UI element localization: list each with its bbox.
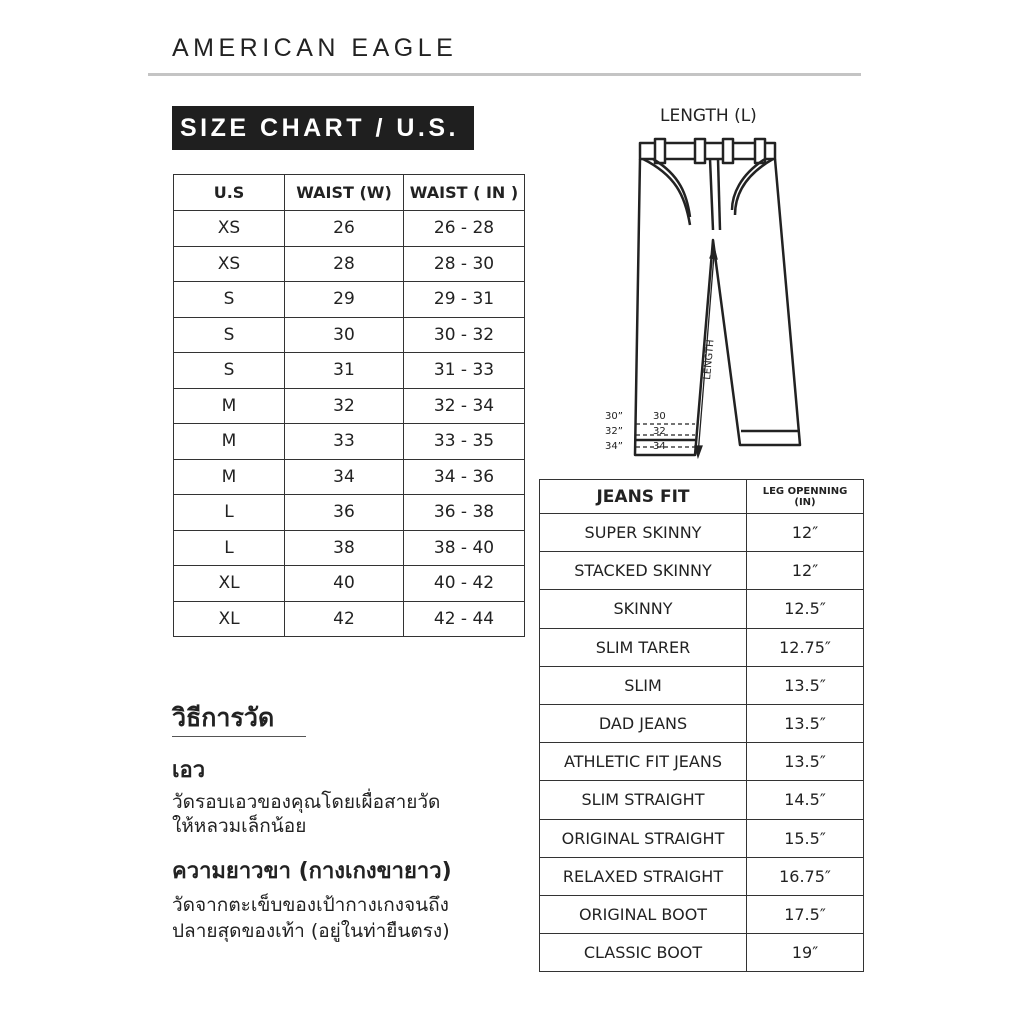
size-cell-us: XS (174, 211, 285, 247)
size-cell-waist-w: 32 (285, 388, 404, 424)
size-cell-waist-w: 34 (285, 459, 404, 495)
size-cell-us: L (174, 495, 285, 531)
table-row (174, 459, 525, 495)
size-cell-waist-in: 32 - 34 (404, 388, 525, 424)
table-row (540, 704, 864, 742)
table-row (540, 743, 864, 781)
diagram-title: LENGTH (L) (660, 106, 757, 126)
size-cell-waist-in: 28 - 30 (404, 246, 525, 282)
table-row (174, 246, 525, 282)
fit-cell-leg-opening: 19″ (747, 934, 864, 972)
size-cell-waist-in: 40 - 42 (404, 566, 525, 602)
waist-text-line1: วัดรอบเอวของคุณโดยเผื่อสายวัด (172, 791, 441, 813)
how-to-measure-title: วิธีการวัด (172, 703, 275, 732)
size-cell-waist-w: 36 (285, 495, 404, 531)
size-cell-us: S (174, 317, 285, 353)
table-row (540, 819, 864, 857)
size-cell-waist-w: 29 (285, 282, 404, 318)
size-cell-waist-w: 33 (285, 424, 404, 460)
table-row (540, 666, 864, 704)
size-table (173, 174, 525, 637)
fit-cell-name: CLASSIC BOOT (540, 934, 747, 972)
size-cell-waist-in: 36 - 38 (404, 495, 525, 531)
size-table-header (174, 175, 525, 211)
size-cell-waist-in: 34 - 36 (404, 459, 525, 495)
table-row (540, 514, 864, 552)
fit-cell-leg-opening: 12″ (747, 552, 864, 590)
left-mark-30: 30” (605, 411, 623, 422)
inner-mark-32: 32 (653, 426, 666, 437)
left-mark-32: 32” (605, 426, 623, 437)
size-cell-waist-in: 42 - 44 (404, 601, 525, 637)
size-cell-waist-in: 30 - 32 (404, 317, 525, 353)
table-row (174, 495, 525, 531)
brand-logo-text: AMERICAN EAGLE (172, 34, 458, 62)
header-leg-opening (747, 480, 864, 514)
size-cell-us: M (174, 388, 285, 424)
page-title: SIZE CHART / U.S. (172, 106, 474, 150)
table-row (174, 211, 525, 247)
fit-cell-name: STACKED SKINNY (540, 552, 747, 590)
fit-cell-leg-opening: 16.75″ (747, 857, 864, 895)
how-to-divider (172, 736, 306, 737)
table-row (174, 601, 525, 637)
fit-cell-name: ORIGINAL BOOT (540, 895, 747, 933)
table-row (540, 590, 864, 628)
size-cell-waist-w: 31 (285, 353, 404, 389)
table-row (174, 424, 525, 460)
fit-cell-name: SKINNY (540, 590, 747, 628)
fit-cell-name: SLIM (540, 666, 747, 704)
size-cell-waist-in: 26 - 28 (404, 211, 525, 247)
table-row (174, 317, 525, 353)
size-cell-waist-w: 40 (285, 566, 404, 602)
size-cell-waist-w: 42 (285, 601, 404, 637)
header-leg-opening-line2: (IN) (794, 496, 816, 508)
fit-cell-leg-opening: 14.5″ (747, 781, 864, 819)
fit-cell-leg-opening: 12.75″ (747, 628, 864, 666)
fit-cell-name: DAD JEANS (540, 704, 747, 742)
fit-table-header (540, 480, 864, 514)
fit-cell-name: SLIM STRAIGHT (540, 781, 747, 819)
length-text-line2: ปลายสุดของเท้า (อยู่ในท่ายืนตรง) (172, 920, 450, 942)
size-cell-us: XL (174, 566, 285, 602)
table-row (540, 628, 864, 666)
header-leg-opening-line1: LEG OPENNING (762, 485, 848, 497)
fit-cell-leg-opening: 13.5″ (747, 743, 864, 781)
fit-cell-leg-opening: 17.5″ (747, 895, 864, 933)
waist-heading: เอว (172, 758, 206, 783)
size-cell-us: L (174, 530, 285, 566)
jeans-fit-table (539, 479, 864, 972)
size-cell-waist-w: 28 (285, 246, 404, 282)
size-cell-waist-w: 38 (285, 530, 404, 566)
jeans-outline-icon (635, 139, 800, 455)
table-row (540, 781, 864, 819)
size-cell-us: S (174, 282, 285, 318)
size-cell-waist-w: 26 (285, 211, 404, 247)
brand-divider (148, 73, 861, 76)
size-cell-waist-in: 29 - 31 (404, 282, 525, 318)
size-cell-us: XL (174, 601, 285, 637)
size-cell-us: M (174, 459, 285, 495)
fit-cell-leg-opening: 12.5″ (747, 590, 864, 628)
fit-cell-leg-opening: 15.5″ (747, 819, 864, 857)
header-us: U.S (174, 175, 285, 211)
length-text-line1: วัดจากตะเข็บของเป้ากางเกงจนถึง (172, 894, 449, 916)
size-cell-us: XS (174, 246, 285, 282)
fit-cell-leg-opening: 13.5″ (747, 704, 864, 742)
fit-cell-leg-opening: 13.5″ (747, 666, 864, 704)
table-row (174, 282, 525, 318)
table-row (174, 353, 525, 389)
size-cell-waist-in: 31 - 33 (404, 353, 525, 389)
length-heading: ความยาวขา (กางเกงขายาว) (172, 859, 452, 884)
fit-cell-name: SLIM TARER (540, 628, 747, 666)
table-row (540, 552, 864, 590)
table-row (174, 530, 525, 566)
size-cell-waist-w: 30 (285, 317, 404, 353)
size-cell-us: S (174, 353, 285, 389)
size-cell-us: M (174, 424, 285, 460)
waist-text-line2: ให้หลวมเล็กน้อย (172, 815, 307, 837)
header-jeans-fit: JEANS FIT (540, 480, 747, 514)
inner-mark-30: 30 (653, 411, 666, 422)
left-mark-34: 34” (605, 441, 623, 452)
table-row (540, 895, 864, 933)
table-row (540, 934, 864, 972)
size-cell-waist-in: 38 - 40 (404, 530, 525, 566)
fit-cell-name: SUPER SKINNY (540, 514, 747, 552)
size-cell-waist-in: 33 - 35 (404, 424, 525, 460)
table-row (174, 566, 525, 602)
jeans-diagram (595, 135, 825, 465)
fit-cell-name: RELAXED STRAIGHT (540, 857, 747, 895)
header-waist-w: WAIST (W) (285, 175, 404, 211)
fit-cell-name: ATHLETIC FIT JEANS (540, 743, 747, 781)
length-label: LENGTH (702, 339, 717, 381)
header-waist-in: WAIST ( IN ) (404, 175, 525, 211)
table-row (174, 388, 525, 424)
table-row (540, 857, 864, 895)
fit-cell-name: ORIGINAL STRAIGHT (540, 819, 747, 857)
fit-cell-leg-opening: 12″ (747, 514, 864, 552)
inner-mark-34: 34 (653, 441, 666, 452)
